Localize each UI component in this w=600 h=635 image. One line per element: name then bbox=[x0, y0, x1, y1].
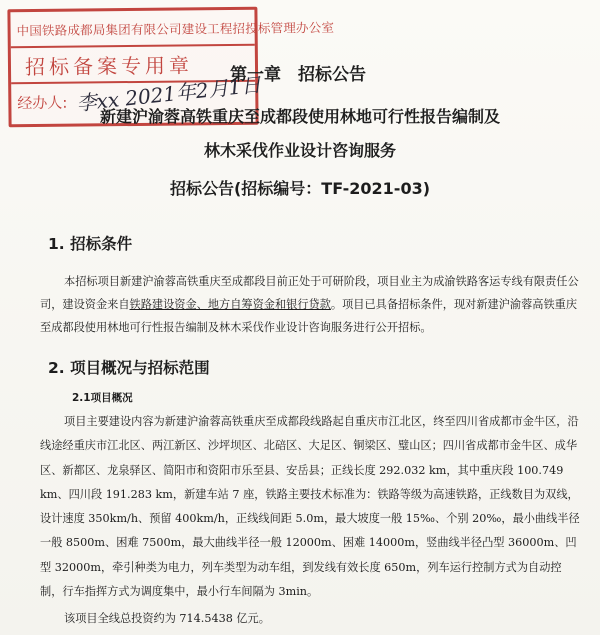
section-1-text-b: 。项目已具备招标条件，现对新建沪渝蓉高铁重庆至成都段使用林地可行性报告编制及林木采伐作业设计咨询服务进行公开招标。 bbox=[40, 298, 578, 334]
stamp-label: 招标备案专用章 bbox=[24, 53, 194, 80]
handwritten-signature: 李xx 2021年2月1日 bbox=[75, 72, 263, 116]
title-line-1: 新建沪渝蓉高铁重庆至成都段使用林地可行性报告编制及 bbox=[99, 107, 500, 126]
title-line-2: 林木采伐作业设计咨询服务 bbox=[203, 141, 396, 160]
stamp-org-row bbox=[10, 10, 335, 49]
project-overview-text: 项目主要建设内容为新建沪渝蓉高铁重庆至成都段线路起自重庆市江北区，终至四川省成都市金牛区，沿线途经重庆市江北区、两江新区、沙坪坝区、北碚区、大足区、铜梁区、璧山区；四川省成都市金牛区、成华区、新都区、龙泉驿区、简阳市和资阳市乐至县、安岳县；正线长度 292.032 km，其中重庆段 100.749 km、四川段 191.283 km，新建车站 7 座，铁路主要技术标准为：铁路等级为高速铁路，正线数目为双线，设计速度 350km/h、预留 400km/h，正线线间距 5.0m，最大坡度一般 15‰、个别 20‰，最小曲线半径一般 8500m、困难 7500m，最大曲线半径一般 12000m、困难 14000m，竖曲线半径凸型 36000m、凹型 32000m，牵引种类为电力，列车类型为动车组，到发线有效长度 650m，列车运行控制方式为自动控制，行车指挥方式为调度集中，最小行车间隔为 3min。 bbox=[40, 415, 580, 599]
stamp-handler-label: 经办人: bbox=[17, 93, 68, 113]
section-2-heading: 2. 项目概况与招标范围 bbox=[48, 359, 210, 377]
section-1-heading: 1. 招标条件 bbox=[48, 235, 133, 253]
chapter-heading: 第一章 招标公告 bbox=[230, 65, 366, 85]
stamp-org: 中国铁路成都局集团有限公司建设工程招投标管理办公室 bbox=[16, 19, 335, 39]
section-2-1-heading: 2.1项目概况 bbox=[72, 392, 133, 404]
title-line-3: 招标公告(招标编号：TF-2021-03) bbox=[169, 179, 431, 198]
investment-line: 该项目全线总投资约为 714.5438 亿元。 bbox=[64, 612, 270, 625]
section-1-paragraph bbox=[40, 270, 580, 339]
funding-sources: 铁路建设资金、地方自筹资金和银行贷款 bbox=[129, 298, 331, 311]
project-overview-paragraph bbox=[40, 410, 580, 604]
section-1-text-a: 本招标项目新建沪渝蓉高铁重庆至成都段目前正处于可研阶段，项目业主为成渝铁路客运专线有限责任公司，建设资金来自 bbox=[40, 275, 579, 311]
